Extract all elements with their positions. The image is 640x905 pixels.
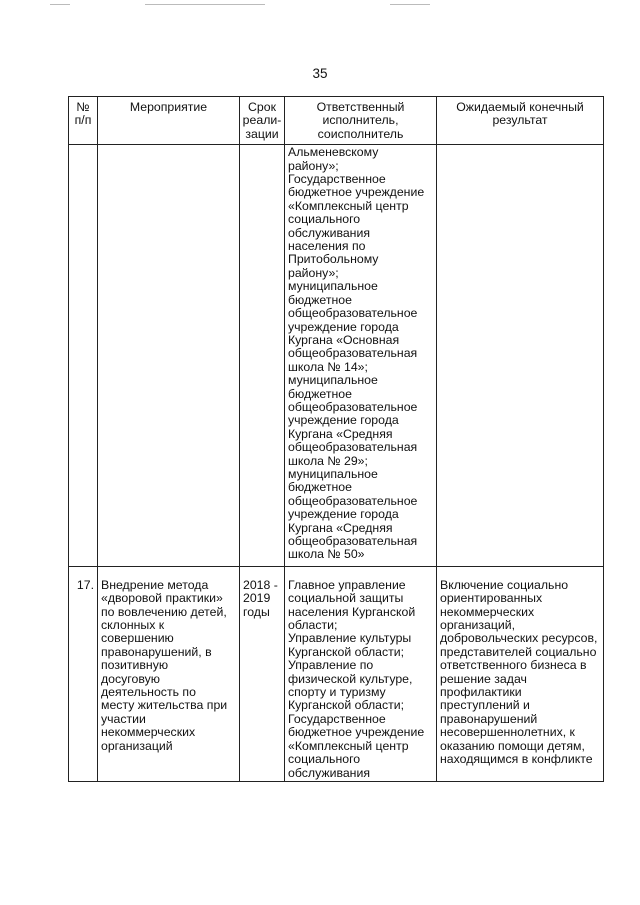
text-line: ориентированных — [440, 591, 543, 606]
text-line: деятельность по — [101, 685, 196, 700]
text-line: бюджетное — [288, 386, 352, 401]
text-line: добровольческих ресурсов, — [440, 631, 598, 646]
text-line: 2018 - — [243, 577, 278, 592]
text-line: находящимся в конфликте — [440, 752, 593, 767]
scan-artifact — [50, 4, 70, 5]
text-line: 2019 — [243, 591, 271, 606]
text-line: оказанию помощи детям, — [440, 738, 585, 753]
header-term — [240, 97, 285, 145]
text-line: исполнитель, — [322, 113, 399, 128]
text-line: Срок — [248, 100, 276, 114]
text-line: бюджетное учреждение — [288, 185, 425, 200]
text-line: населения Курганской — [288, 604, 416, 619]
header-number — [69, 97, 98, 145]
text-line: некоммерческих — [101, 725, 196, 740]
text-line: Кургана «Средняя — [288, 520, 393, 535]
text-line: совершению — [101, 631, 174, 646]
text-line: склонных к — [101, 618, 165, 633]
text-line: спорту и туризму — [288, 685, 386, 700]
text-line: Ожидаемый конечный — [456, 100, 584, 114]
text-line: несовершеннолетних, к — [440, 725, 575, 740]
text-line: Государственное — [288, 172, 386, 187]
table-header-row — [69, 97, 604, 145]
text-line: бюджетное — [288, 480, 352, 495]
row-result — [437, 145, 604, 567]
page-number: 35 — [312, 66, 328, 81]
scan-artifact — [390, 4, 430, 5]
text-line: «Комплексный центр — [288, 198, 409, 213]
text-line: позитивную — [101, 658, 169, 673]
text-line: профилактики — [440, 685, 522, 700]
row-executor — [285, 566, 437, 781]
text-line: участии — [101, 711, 146, 726]
row-measure — [98, 566, 240, 781]
text-line: ответственного бизнеса в — [440, 658, 587, 673]
text-line: области; — [288, 618, 338, 633]
text-line: Включение социально — [440, 577, 569, 592]
text-line: общеобразовательная — [288, 346, 418, 361]
text-line: общеобразовательная — [288, 440, 418, 455]
text-line: Управление по — [288, 658, 374, 673]
table-row — [69, 145, 604, 567]
text-line: организаций — [101, 738, 173, 753]
text-line: социальной защиты — [288, 591, 404, 606]
text-line: Государственное — [288, 711, 386, 726]
text-line: п/п — [74, 113, 92, 128]
text-line: общеобразовательное — [288, 399, 418, 414]
row-measure — [98, 145, 240, 567]
text-line: Притобольному — [288, 252, 379, 267]
text-line: преступлений и — [440, 698, 530, 713]
text-line: учреждение города — [288, 319, 399, 334]
text-line: «дворовой практики» — [101, 591, 223, 606]
text-line: общеобразовательная — [288, 534, 418, 548]
text-line: населения по — [288, 239, 366, 254]
text-line: Главное управление — [288, 577, 406, 592]
text-line: Курганской области; — [288, 698, 405, 713]
text-line: годы — [243, 604, 270, 619]
text-line: Ответственный — [316, 100, 405, 114]
text-line: досуговую — [101, 671, 160, 686]
text-line: Мероприятие — [129, 100, 208, 114]
text-line: соисполнитель — [317, 126, 404, 141]
text-line: школа № 29»; — [288, 453, 368, 468]
text-line: решение задач — [440, 671, 527, 686]
text-line: по вовлечению детей, — [101, 604, 227, 619]
text-line: обслуживания — [288, 225, 371, 240]
text-line: организаций, — [440, 618, 516, 633]
header-measure — [98, 97, 240, 145]
text-line: школа № 14»; — [288, 359, 368, 374]
text-line: правонарушений, в — [101, 644, 212, 659]
text-line: Кургана «Средняя — [288, 426, 393, 441]
text-line: бюджетное — [288, 292, 352, 307]
row-result — [437, 566, 604, 781]
text-line: представителей социально — [440, 644, 597, 659]
header-result — [437, 97, 604, 145]
table-row — [69, 566, 604, 781]
text-line: району»; — [288, 158, 339, 173]
row-executor — [285, 145, 437, 567]
text-line: № — [76, 100, 90, 114]
header-executor — [285, 97, 437, 145]
text-line: Внедрение метода — [101, 577, 209, 592]
row-term — [240, 566, 285, 781]
text-line: зации — [245, 126, 279, 141]
text-line: месту жительства при — [101, 698, 228, 713]
text-line: физической культуре, — [288, 671, 413, 686]
text-line: муниципальное — [288, 466, 378, 481]
text-line: бюджетное учреждение — [288, 725, 425, 740]
row-number — [69, 145, 98, 567]
text-line: обслуживания — [288, 765, 371, 780]
text-line: социального — [288, 752, 361, 767]
text-line: Управление культуры — [288, 631, 412, 646]
text-line: результат — [492, 113, 548, 128]
row-term — [240, 145, 285, 567]
text-line: социального — [288, 212, 361, 227]
text-line: реали- — [242, 113, 282, 128]
text-line: учреждение города — [288, 413, 399, 428]
text-line: некоммерческих — [440, 604, 535, 619]
scan-artifact — [145, 4, 265, 5]
text-line: общеобразовательное — [288, 306, 418, 321]
row-number: 17. — [69, 566, 98, 781]
text-line: муниципальное — [288, 279, 378, 294]
text-line: муниципальное — [288, 373, 378, 388]
text-line: «Комплексный центр — [288, 738, 409, 753]
text-line: Кургана «Основная — [288, 332, 400, 347]
text-line: Курганской области; — [288, 644, 405, 659]
text-line: району»; — [288, 265, 339, 280]
text-line: правонарушений — [440, 711, 538, 726]
text-line: Альменевскому — [288, 145, 379, 160]
action-plan-table — [68, 96, 604, 782]
text-line: общеобразовательное — [288, 493, 418, 508]
text-line: учреждение города — [288, 507, 399, 522]
text-line: школа № 50» — [288, 547, 365, 562]
